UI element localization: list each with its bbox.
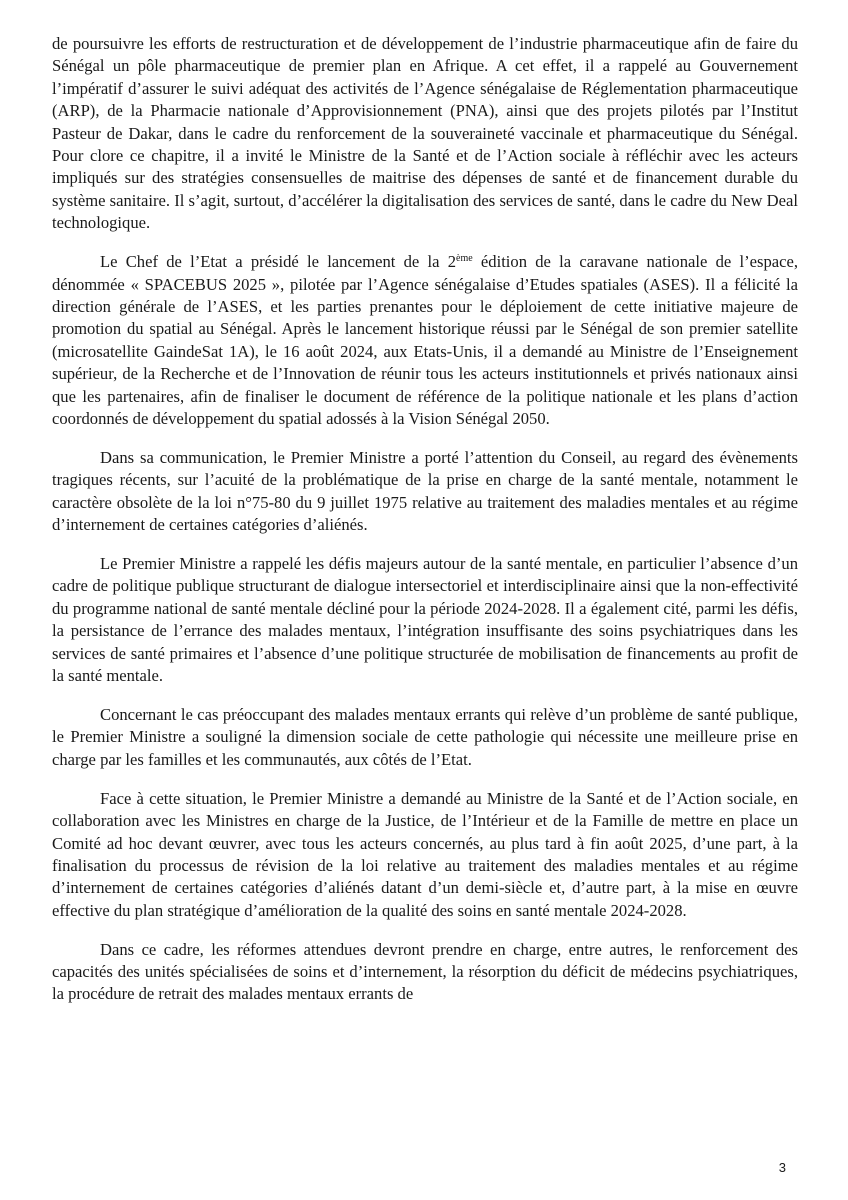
paragraph-wandering-patients: Concernant le cas préoccupant des malades mentaux errants qui relève d’un problème de santé publique, le Premier Ministre a souligné la dimension sociale de cette pathologie qui nécessite une meilleure prise en charge par les familles et les communautés, aux côtés de l’Etat. <box>52 704 798 769</box>
paragraph-spacebus-after: édition de la caravane nationale de l’espace, dénommée « SPACEBUS 2025 », pilotée par l’Agence sénégalaise d’Etudes spatiales (ASES). Il a félicité la direction générale de l’ASES, et les parties prenantes pour le déploiement de cette initiative majeure de promotion du spatial au Sénégal. Après le lancement historique réussi par le Sénégal de son premier satellite (microsatellite GaindeSat 1A), le 16 août 2024, aux Etats-Unis, il a demandé au Ministre de l’Enseignement supérieur, de la Recherche et de l’Innovation de réunir tous les acteurs institutionnels et privés nationaux ainsi que les partenaires, afin de finaliser le document de référence de la politique nationale et les plans d’action coordonnés de développement du spatial adossés à la Vision Sénégal 2050. <box>52 252 798 428</box>
paragraph-pm-communication: Dans sa communication, le Premier Ministre a porté l’attention du Conseil, au regard des évènements tragiques récents, sur l’acuité de la problématique de la prise en charge de la santé mentale, notamment le caractère obsolète de la loi n°75-80 du 9 juillet 1975 relative au traitement des maladies mentales et au régime d’internement de certaines catégories d’aliénés. <box>52 447 798 535</box>
paragraph-ad-hoc-committee: Face à cette situation, le Premier Ministre a demandé au Ministre de la Santé et de l’Action sociale, en collaboration avec les Ministres en charge de la Justice, de l’Intérieur et de la Famille de mettre en place un Comité ad hoc devant œuvrer, avec tous les acteurs concernés, au plus tard à fin août 2025, d’une part, à la finalisation du processus de révision de la loi relative au traitement des maladies mentales et au régime d’internement de certaines catégories d’aliénés datant d’un demi-siècle et, d’autre part, à la mise en œuvre effective du plan stratégique d’amélioration de la qualité des soins en santé mentale 2024-2028. <box>52 788 798 920</box>
page-number: 3 <box>778 1160 786 1175</box>
paragraph-pharmaceutical-industry: de poursuivre les efforts de restructuration et de développement de l’industrie pharmaceutique afin de faire du Sénégal un pôle pharmaceutique de premier plan en Afrique. A cet effet, il a rappelé au Gouvernement l’impératif d’assurer le suivi adéquat des activités de l’Agence sénégalaise de Réglementation pharmaceutique (ARP), de la Pharmacie nationale d’Approvisionnement (PNA), ainsi que des projets pilotés par l’Institut Pasteur de Dakar, dans le cadre du renforcement de la souveraineté vaccinale et pharmaceutique du Sénégal. Pour clore ce chapitre, il a invité le Ministre de la Santé et de l’Action sociale à réfléchir avec les acteurs impliqués sur des stratégies consensuelles de maitrise des dépenses de santé et de financement durable du système sanitaire. Il s’agit, surtout, d’accélérer la digitalisation des services de santé, dans le cadre du New Deal technologique. <box>52 34 798 233</box>
paragraph-expected-reforms: Dans ce cadre, les réformes attendues devront prendre en charge, entre autres, le renforcement des capacités des unités spécialisées de soins et d’internement, la résorption du déficit de médecins psychiatriques, la procédure de retrait des malades mentaux errants de <box>52 939 798 1004</box>
body-text <box>52 33 798 1022</box>
paragraph-mental-health-challenges: Le Premier Ministre a rappelé les défis majeurs autour de la santé mentale, en particulier l’absence d’un cadre de politique publique structurant de dialogue intersectoriel et interdisciplinaire ainsi que la non-effectivité du programme national de santé mentale décliné pour la période 2024-2028. Il a également cité, parmi les défis, la persistance de l’errance des malades mentaux, l’intégration insuffisante des soins psychiatriques dans les services de santé primaires et l’absence d’une politique structurée de mobilisation de financements au profit de la santé mentale. <box>52 554 798 686</box>
paragraph-spacebus <box>52 251 798 430</box>
paragraph-spacebus-before: Le Chef de l’Etat a présidé le lancement de la 2 <box>100 252 457 272</box>
superscript-edition: ème <box>456 253 473 265</box>
